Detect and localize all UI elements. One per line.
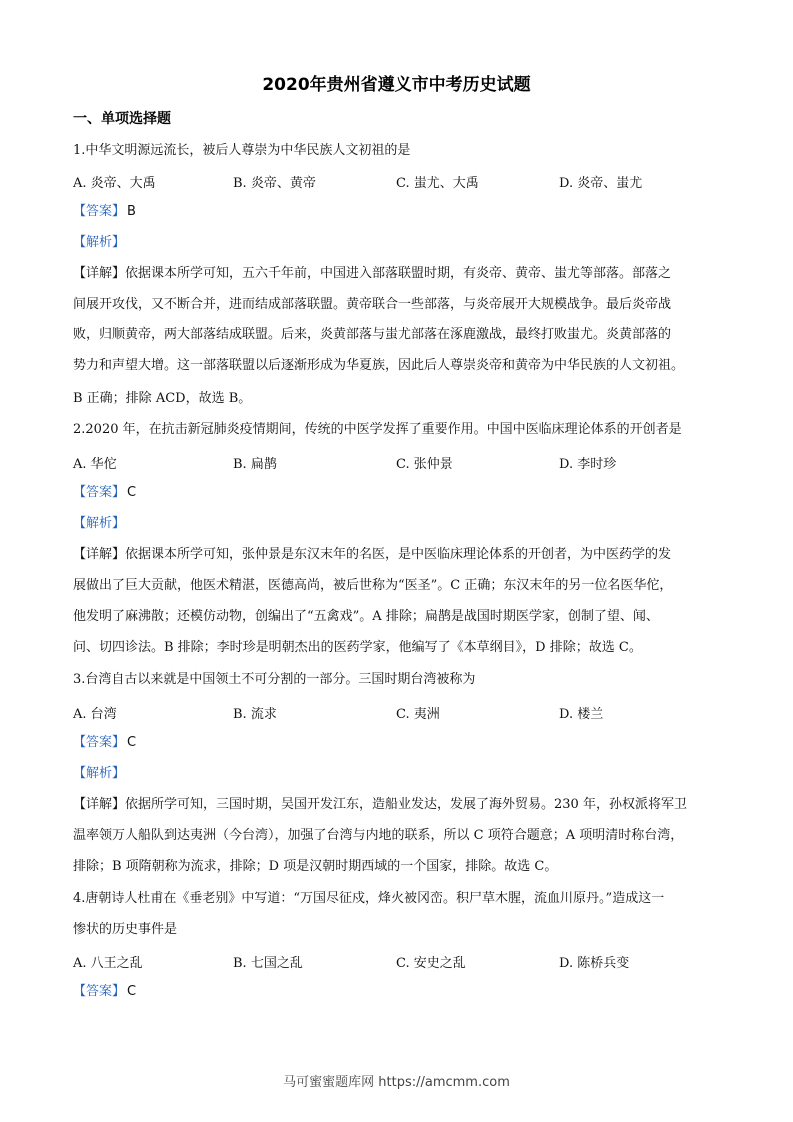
answer-line (73, 203, 723, 221)
detail-text: 依据课本所学可知，五六千年前，中国进入部落联盟时期，有炎帝、黄帝、蚩尤等部落。部落之 (125, 266, 672, 281)
question-stem: 1.中华文明源远流长，被后人尊崇为中华民族人文初祖的是 (73, 143, 411, 158)
answer-tag: 【答案】 (73, 485, 126, 500)
detail-line: 势力和声望大增。这一部落联盟以后逐渐形成为华夏族，因此后人尊崇炎帝和黄帝为中华民族的人文初祖。 (73, 358, 685, 373)
analysis-line (73, 234, 723, 252)
detail-line: 排除；B 项隋朝称为流求，排除；D 项是汉朝时期西域的一个国家，排除。故选 C。 (73, 859, 558, 874)
option-c: C. 张仲景 (396, 457, 453, 472)
analysis-tag: 【解析】 (73, 516, 126, 531)
page-title: 2020年贵州省遵义市中考历史试题 (262, 75, 531, 95)
option-c: C. 安史之乱 (396, 956, 466, 971)
detail-line: 间展开攻伐，又不断合并，进而结成部落联盟。黄帝联合一些部落，与炎帝展开大规模战争。最后炎帝战 (73, 297, 672, 312)
analysis-tag: 【解析】 (73, 235, 126, 250)
detail-tag: 【详解】 (73, 797, 126, 812)
answer-line (73, 983, 723, 1001)
option-d: D. 楼兰 (559, 707, 604, 722)
answer-value: C (127, 984, 137, 999)
detail-line (73, 265, 723, 283)
answer-tag: 【答案】 (73, 984, 126, 999)
question-stem: 4.唐朝诗人杜甫在《垂老别》中写道：“万国尽征戍，烽火被冈峦。积尸草木腥，流血川原丹。”造成这一 (73, 891, 665, 906)
analysis-line (73, 515, 723, 533)
detail-tag: 【详解】 (73, 266, 126, 281)
footer-watermark: 马可蜜蜜题库网 https://amcmm.com (283, 1075, 510, 1090)
section-heading: 一、单项选择题 (73, 111, 171, 127)
answer-line (73, 734, 723, 752)
analysis-tag: 【解析】 (73, 766, 126, 781)
option-c: C. 夷洲 (396, 707, 440, 722)
detail-line: 败，归顺黄帝，两大部落结成联盟。后来，炎黄部落与蚩尤部落在涿鹿激战，最终打败蚩尤。炎黄部落的 (73, 327, 672, 342)
detail-line: 问、切四诊法。B 排除；李时珍是明朝杰出的医药学家，他编写了《本草纲目》，D 排除；故选 C。 (73, 640, 642, 655)
option-c: C. 蚩尤、大禹 (396, 176, 479, 191)
options-row (73, 952, 723, 970)
detail-text: 依据所学可知，三国时期，吴国开发江东，造船业发达，发展了海外贸易。230 年，孙权派将军卫 (125, 797, 687, 812)
option-d: D. 李时珍 (559, 457, 617, 472)
options-row (73, 703, 723, 721)
detail-line: B 正确；排除 ACD，故选 B。 (73, 391, 252, 406)
answer-line (73, 484, 723, 502)
answer-tag: 【答案】 (73, 735, 126, 750)
detail-line: 他发明了麻沸散；还模仿动物，创编出了“五禽戏”。A 排除；扁鹊是战国时期医学家，创制了望、闻、 (73, 609, 659, 624)
question-stem: 2.2020 年，在抗击新冠肺炎疫情期间，传统的中医学发挥了重要作用。中国中医临床理论体系的开创者是 (73, 422, 682, 437)
option-a: A. 台湾 (73, 707, 117, 722)
option-d: D. 陈桥兵变 (559, 956, 630, 971)
options-row (73, 172, 723, 190)
option-b: B. 七国之乱 (233, 956, 303, 971)
analysis-line (73, 765, 723, 783)
option-b: B. 炎帝、黄帝 (233, 176, 316, 191)
options-row (73, 453, 723, 471)
detail-tag: 【详解】 (73, 547, 126, 562)
detail-text: 依据课本所学可知，张仲景是东汉末年的名医，是中医临床理论体系的开创者，为中医药学的发 (125, 547, 672, 562)
answer-value: B (127, 204, 136, 219)
question-stem: 惨状的历史事件是 (73, 922, 178, 937)
option-a: A. 八王之乱 (73, 956, 143, 971)
option-b: B. 扁鹊 (233, 457, 277, 472)
answer-value: C (127, 735, 137, 750)
option-a: A. 炎帝、大禹 (73, 176, 156, 191)
option-b: B. 流求 (233, 707, 277, 722)
detail-line: 温率领万人船队到达夷洲（今台湾），加强了台湾与内地的联系，所以 C 项符合题意；A 项明清时称台湾， (73, 828, 684, 843)
answer-value: C (127, 485, 137, 500)
option-a: A. 华佗 (73, 457, 117, 472)
detail-line (73, 796, 723, 814)
detail-line (73, 546, 723, 564)
question-stem: 3.台湾自古以来就是中国领土不可分割的一部分。三国时期台湾被称为 (73, 672, 476, 687)
answer-tag: 【答案】 (73, 204, 126, 219)
detail-line: 展做出了巨大贡献，他医术精湛，医德高尚，被后世称为“医圣”。C 正确；东汉末年的另一位名医华佗， (73, 578, 673, 593)
option-d: D. 炎帝、蚩尤 (559, 176, 643, 191)
